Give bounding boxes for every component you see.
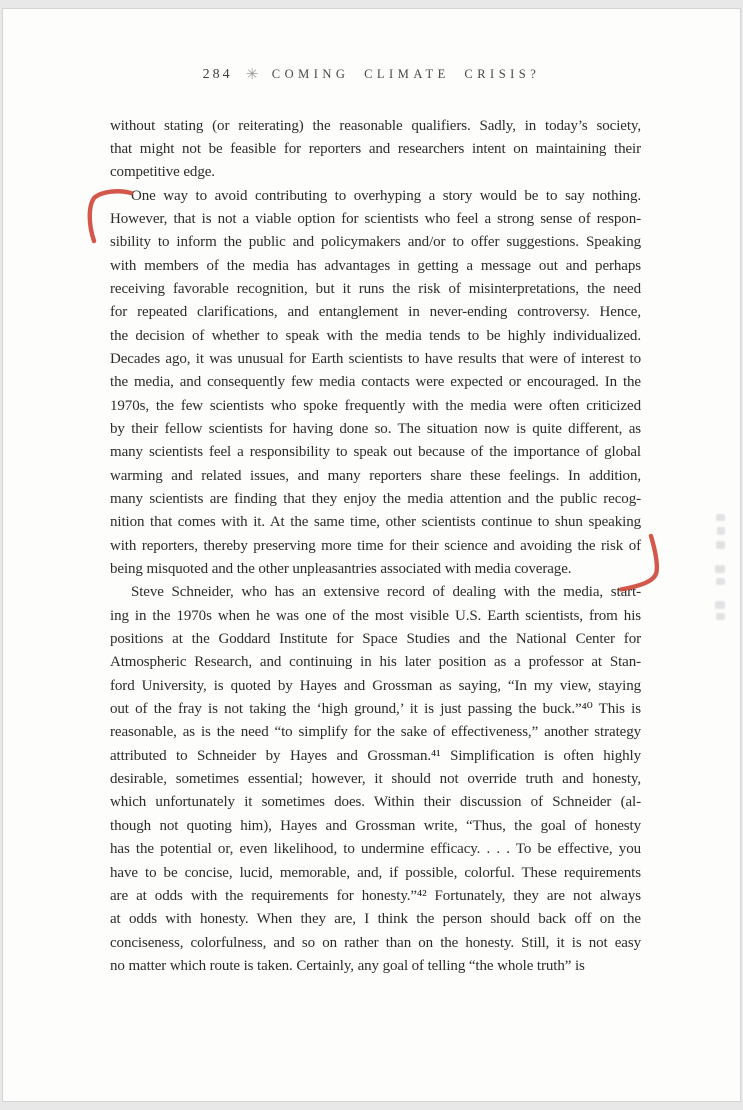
text-line: which unfortunately it sometimes does. Within their discussion of Schneider (al- (110, 794, 641, 811)
paragraph (110, 581, 641, 978)
text-line: by their fellow scientists for having done so. The situation now is quite different, as (110, 420, 641, 437)
text-line: receiving favorable recognition, but it runs the risk of misinterpretations, the need (110, 280, 641, 297)
text-line: many scientists feel a responsibility to speak out because of the importance of global (110, 444, 641, 461)
text-line: reasonable, as is the need “to simplify for the sake of effectiveness,” another strategy (110, 724, 641, 741)
body-text (110, 115, 641, 979)
text-line: out of the fray is not taking the ‘high ground,’ it is just passing the buck.”⁴⁰ This is (110, 701, 641, 718)
page-number: 284 (202, 67, 233, 82)
text-line: with members of the media has advantages in getting a message out and perhaps (110, 257, 641, 274)
text-line: Atmospheric Research, and continuing in his later position as a professor at Stan- (110, 654, 641, 671)
asterisk-ornament-icon: ✳ (245, 67, 259, 83)
text-line: Steve Schneider, who has an extensive record of dealing with the media, start- (131, 584, 641, 601)
text-line: sibility to inform the public and policymakers and/or to offer suggestions. Speaking (110, 234, 641, 251)
paragraph (110, 185, 641, 582)
text-line: the decision of whether to speak with the media tends to be highly individualized. (110, 327, 641, 344)
text-line: ing in the 1970s when he was one of the most visible U.S. Earth scientists, from his (110, 607, 641, 624)
text-line: Decades ago, it was unusual for Earth scientists to have results that were of interest to (110, 350, 641, 367)
text-line: without stating (or reiterating) the reasonable qualifiers. Sadly, in today’s society, (110, 117, 641, 134)
text-line: that might not be feasible for reporters and researchers intent on maintaining their (110, 140, 641, 157)
text-line: at odds with honesty. When they are, I think the person should back off on the (110, 911, 641, 928)
text-line: with reporters, thereby preserving more time for their science and avoiding the risk of (110, 537, 641, 554)
text-line: though not quoting him), Hayes and Grossman write, “Thus, the goal of honesty (110, 817, 641, 834)
text-line: for repeated clarifications, and entanglement in never-ending controversy. Hence, (110, 304, 641, 321)
text-line: has the potential or, even likelihood, to undermine efficacy. . . . To be effective, you (110, 841, 641, 858)
text-line: are at odds with the requirements for honesty.”⁴² Fortunately, they are not always (110, 887, 641, 904)
paragraph (110, 115, 641, 185)
text-line: desirable, sometimes essential; however, it should not override truth and honesty, (110, 771, 641, 788)
text-line: no matter which route is taken. Certainly, any goal of telling “the whole truth” is (110, 957, 585, 974)
text-line: competitive edge. (110, 164, 215, 181)
text-line: have to be concise, lucid, memorable, and, if possible, colorful. These requirements (110, 864, 641, 881)
text-line: 1970s, the few scientists who spoke frequently with the media were often criticized (110, 397, 641, 414)
running-head (0, 64, 743, 83)
text-line: being misquoted and the other unpleasantries associated with media coverage. (110, 561, 572, 578)
text-line: conciseness, colorfulness, and so on rather than on the honesty. Still, it is not easy (110, 934, 641, 951)
text-line: However, that is not a viable option for scientists who feel a strong sense of respon- (110, 210, 641, 227)
text-line: many scientists are finding that they enjoy the media attention and the public recog- (110, 491, 641, 507)
running-head-title: COMING CLIMATE CRISIS? (271, 67, 541, 81)
text-line: warming and related issues, and many reporters share these feelings. In addition, (110, 467, 641, 484)
text-line: ford University, is quoted by Hayes and Grossman as saying, “In my view, staying (110, 677, 641, 694)
text-line: the media, and consequently few media contacts were expected or encouraged. In the (110, 374, 641, 391)
text-line: One way to avoid contributing to overhyping a story would be to say nothing. (131, 187, 641, 204)
text-line: positions at the Goddard Institute for Space Studies and the National Center for (110, 631, 641, 648)
text-line: attributed to Schneider by Hayes and Grossman.⁴¹ Simplification is often highly (110, 747, 641, 764)
text-line: nition that comes with it. At the same time, other scientists continue to shun speaking (110, 514, 641, 531)
